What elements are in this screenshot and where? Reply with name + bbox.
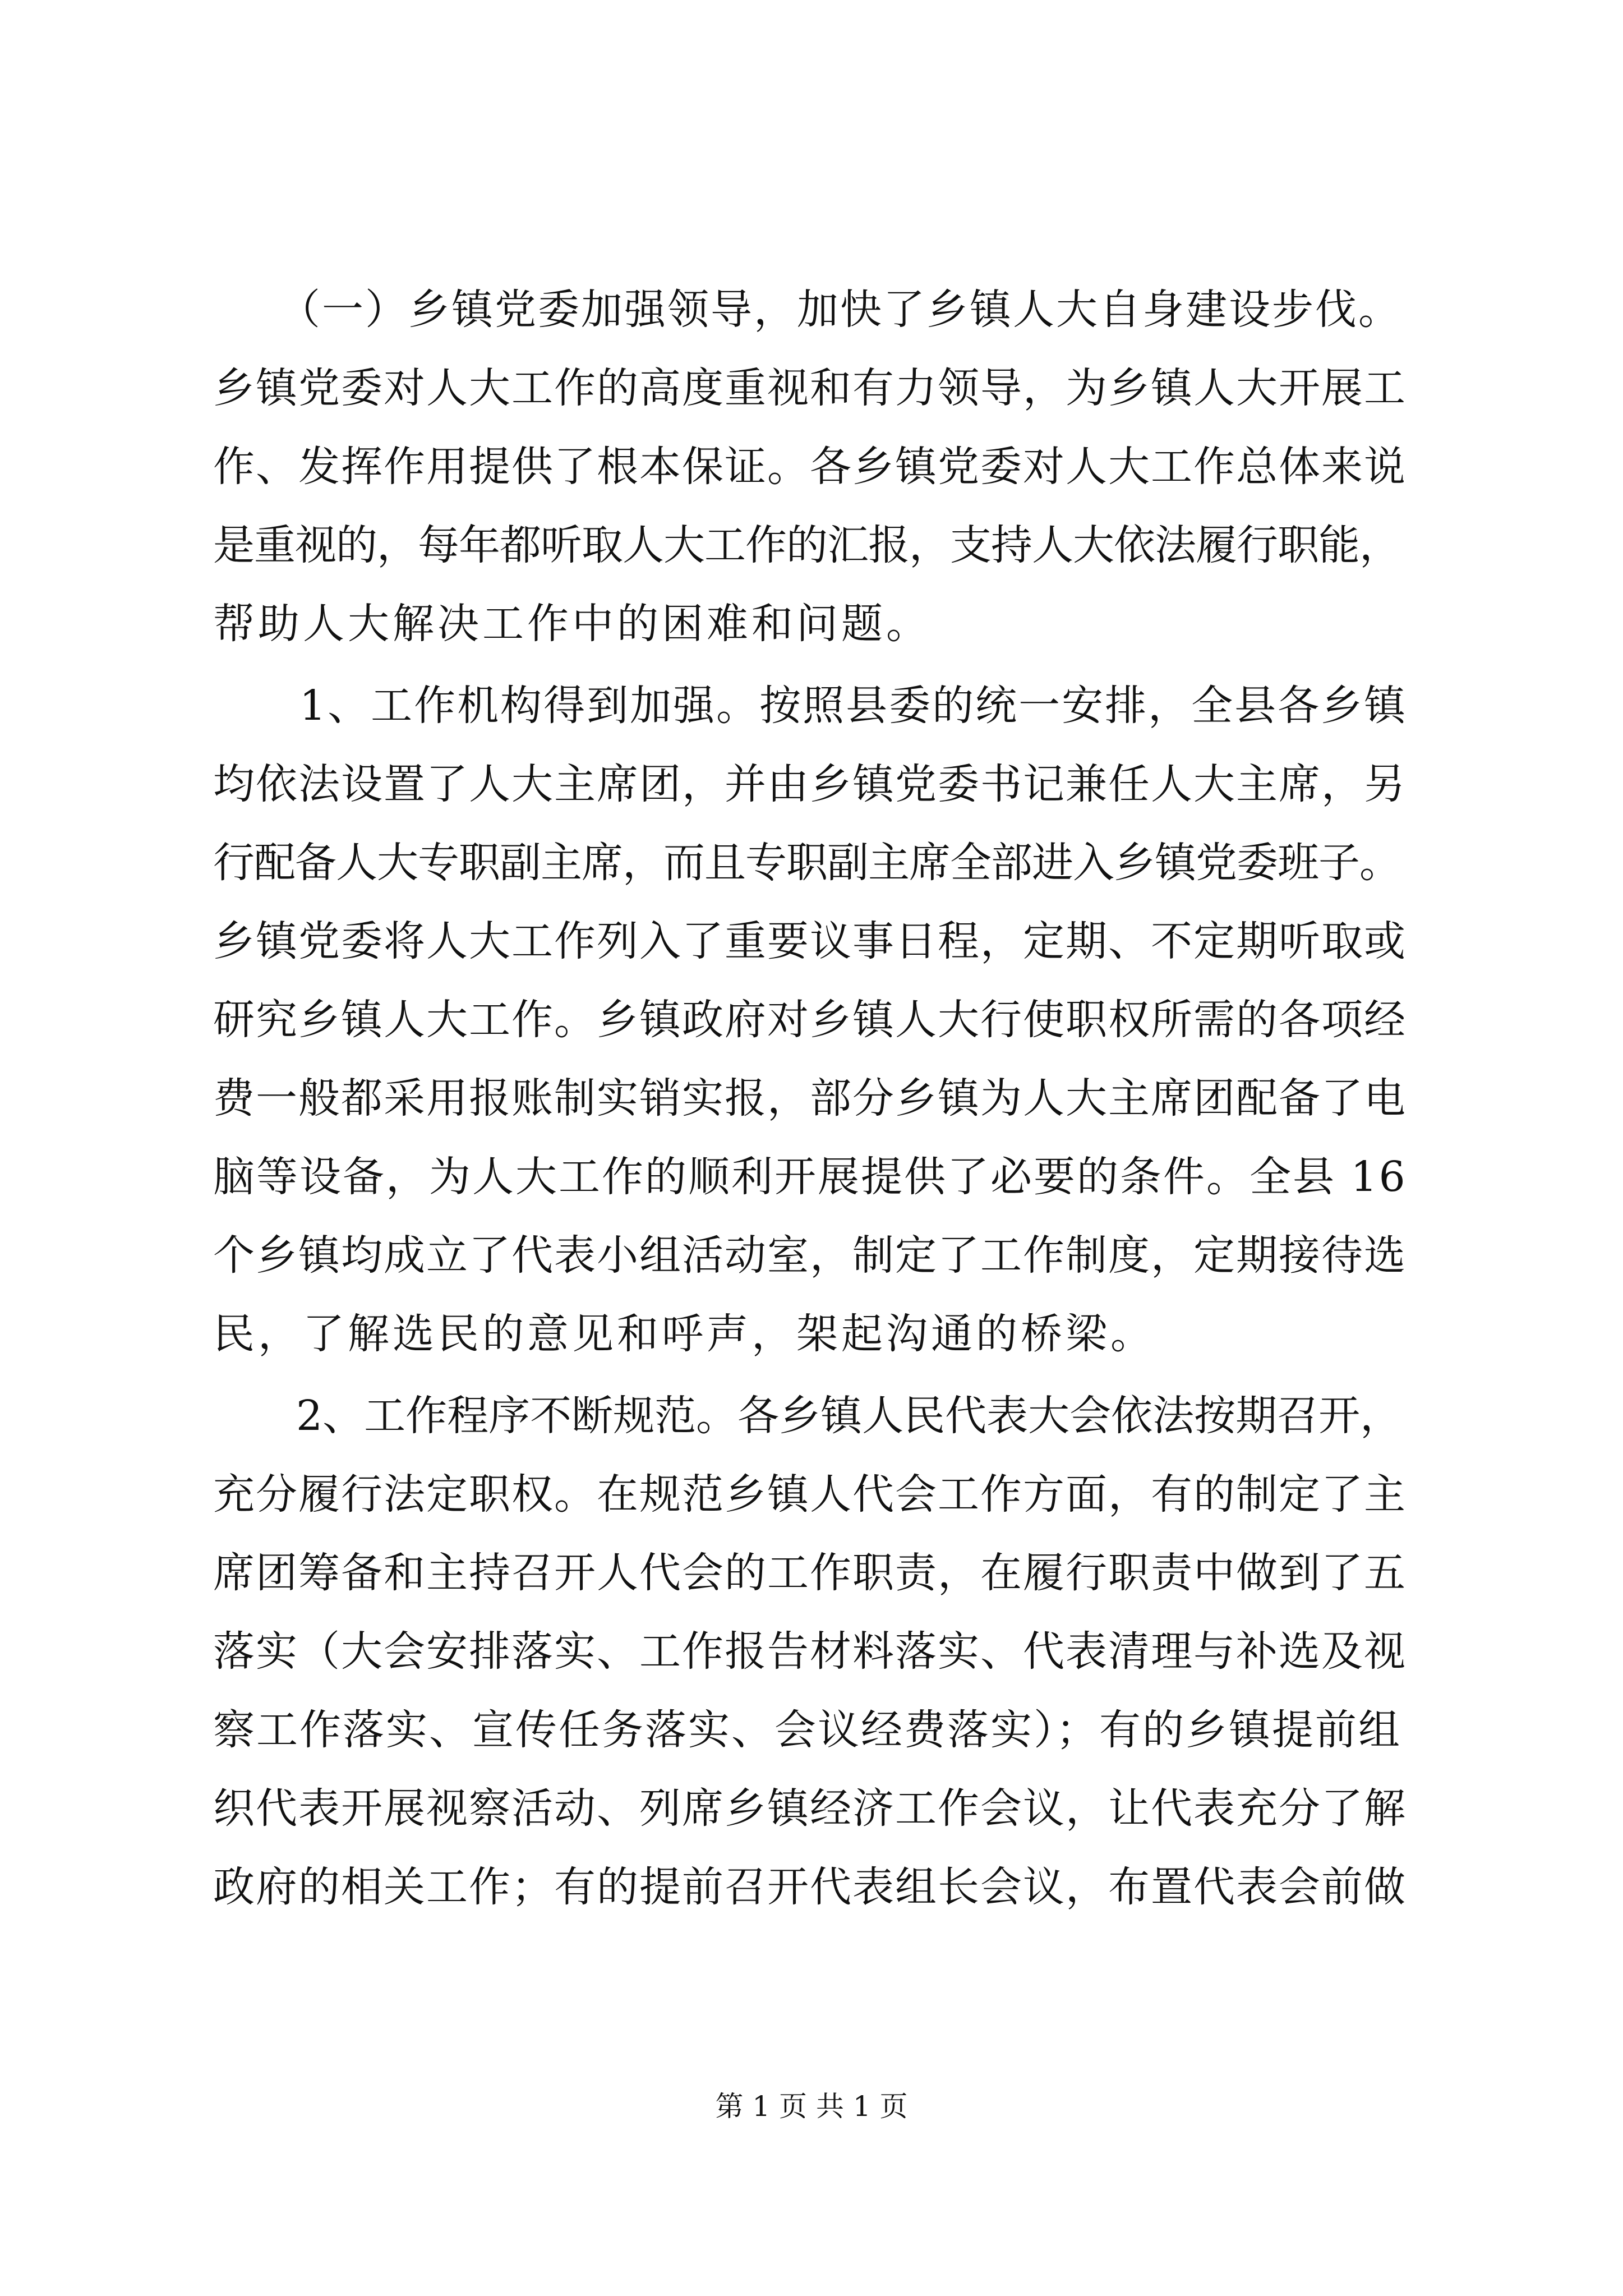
text-line: 帮助人大解决工作中的困难和问题。 (213, 600, 931, 648)
text-line: （一）乡镇党委加强领导，加快了乡镇人大自身建设步伐。 (213, 286, 1401, 334)
text-line: 织代表开展视察活动、列席乡镇经济工作会议，让代表充分了解 (213, 1784, 1407, 1833)
text-line: 个乡镇均成立了代表小组活动室，制定了工作制度，定期接待选 (213, 1231, 1407, 1280)
text-line: 落实（大会安排落实、工作报告材料落实、代表清理与补选及视 (213, 1627, 1407, 1676)
text-line: 研究乡镇人大工作。乡镇政府对乡镇人大行使职权所需的各项经 (213, 996, 1407, 1044)
text-line: 察工作落实、宣传任务落实、会议经费落实）；有的乡镇提前组 (213, 1706, 1401, 1754)
page-footer: 第 1 页 共 1 页 (715, 2090, 908, 2123)
text-line: 民，了解选民的意见和呼声，架起沟通的桥梁。 (213, 1310, 1155, 1358)
text-line: 席团筹备和主持召开人代会的工作职责，在履行职责中做到了五 (213, 1549, 1407, 1597)
text-line: 行配备人大专职副主席，而且专职副主席全部进入乡镇党委班子。 (213, 839, 1400, 887)
text-line: 作、发挥作用提供了根本保证。各乡镇党委对人大工作总体来说 (213, 443, 1407, 491)
text-line: 费一般都采用报账制实销实报，部分乡镇为人大主席团配备了电 (213, 1074, 1407, 1122)
text-line: 充分履行法定职权。在规范乡镇人代会工作方面，有的制定了主 (213, 1470, 1407, 1519)
text-line: 乡镇党委对人大工作的高度重视和有力领导，为乡镇人大开展工 (213, 364, 1407, 412)
text-line: 政府的相关工作；有的提前召开代表组长会议，布置代表会前做 (213, 1863, 1407, 1911)
text-line: 2、工作程序不断规范。各乡镇人民代表大会依法按期召开， (213, 1392, 1402, 1440)
text-line: 是重视的，每年都听取人大工作的汇报，支持人大依法履行职能， (213, 521, 1400, 569)
text-line: 均依法设置了人大主席团，并由乡镇党委书记兼任人大主席，另 (213, 760, 1407, 808)
text-line: 乡镇党委将人大工作列入了重要议事日程，定期、不定期听取或 (213, 917, 1407, 965)
text-line: 脑等设备，为人大工作的顺利开展提供了必要的条件。全县 16 (213, 1153, 1407, 1201)
text-line: 1、工作机构得到加强。按照县委的统一安排，全县各乡镇 (213, 682, 1408, 730)
